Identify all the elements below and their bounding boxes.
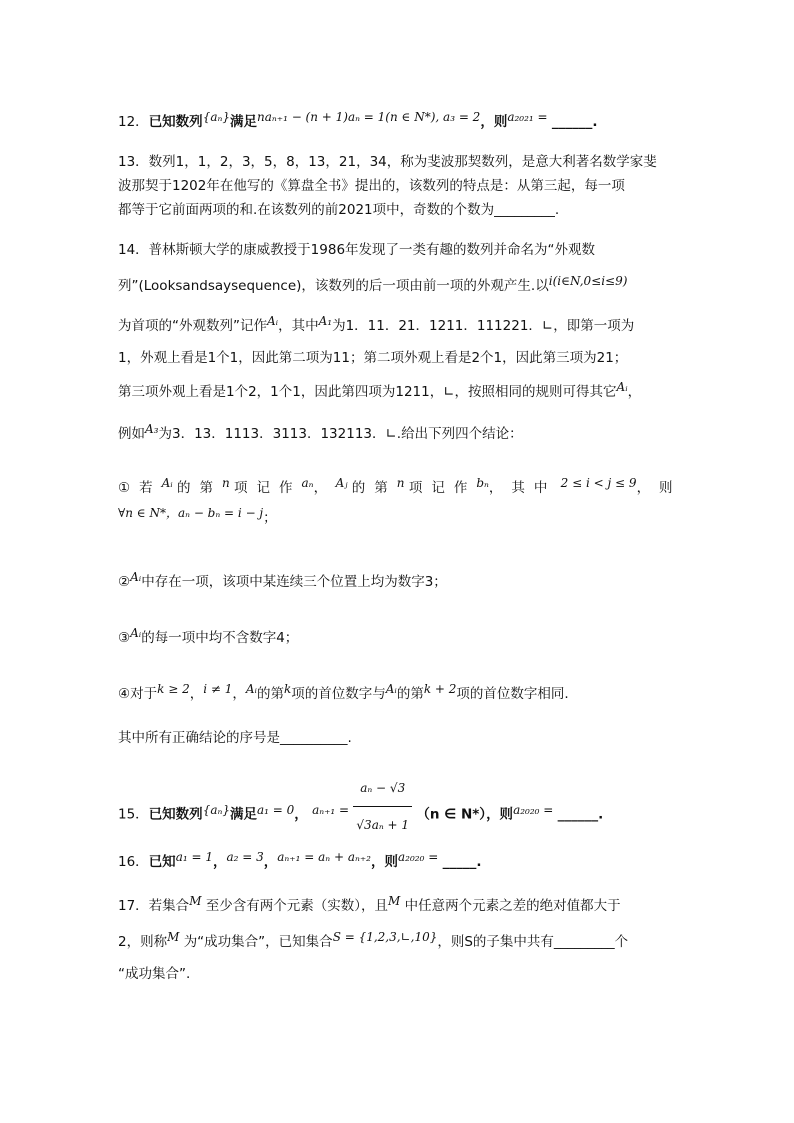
c4-label: ④对于 (118, 686, 158, 702)
c1-n-2: n (396, 476, 405, 490)
q14-ai-symbol-2: Aᵢ (616, 380, 628, 394)
q16-sep: ， (212, 854, 227, 870)
question-15 (118, 778, 688, 851)
q15-text-2: 满足 (229, 806, 257, 823)
q14-line-3 (118, 316, 688, 336)
q16-sep-2: ， (263, 854, 278, 870)
c1-range: 2 ≤ i < j ≤ 9 (560, 476, 637, 490)
c4-k-plus-2: k + 2 (423, 682, 457, 696)
q15-text: 已知数列 (148, 806, 203, 823)
c2-ai: Aᵢ (130, 570, 142, 584)
q16-target: a₂₀₂₀ = (398, 850, 439, 864)
c1-text-a: ①若 (118, 480, 162, 496)
c4-text-e: 项的首位数字与 (291, 686, 386, 702)
q12-condition: naₙ₊₁ − (n + 1)aₙ = 1(n ∈ N*), a₃ = 2 (256, 110, 481, 124)
c3-ai: Aᵢ (130, 626, 142, 640)
c1-text-e: 的第 (351, 480, 397, 496)
c1-ai: Aᵢ (161, 476, 173, 490)
q13-line-3: 都等于它前面两项的和.在该数列的前2021项中，奇数的个数为_________. (118, 202, 560, 218)
q14-line-1: 14．普林斯顿大学的康威教授于1986年发现了一类有趣的数列并命名为“外观数 (118, 242, 596, 258)
q15-target: a₂₀₂₀ = (513, 802, 554, 817)
q17-text-3: 中任意两个元素之差的绝对值都大于 (404, 898, 621, 914)
q17-line-2-text-2: 为“成功集合”，已知集合 (183, 934, 333, 950)
q14-conclusion-3 (118, 628, 688, 648)
c1-an: aₙ (301, 476, 314, 490)
q15-fraction (353, 770, 412, 843)
q15-fraction-denominator: √3aₙ + 1 (356, 818, 410, 832)
c1-formula: ∀n ∈ N*，aₙ − bₙ = i − j (118, 506, 264, 520)
q14-line-2-text: 列”(Looksandsaysequence)，该数列的后一项由前一项的外观产生.以 (118, 278, 549, 294)
q16-recurrence: aₙ₊₁ = aₙ + aₙ₊₂ (277, 850, 371, 864)
q15-blank: ______ (557, 806, 599, 823)
q15-fraction-numerator: aₙ − √3 (353, 770, 412, 807)
c1-text-c: 项记作 (234, 480, 302, 496)
c1-text-b: 的第 (177, 480, 222, 496)
q17-line-3: “成功集合”. (118, 966, 191, 982)
q14-conclusion-4 (118, 684, 688, 704)
q14-line-6-text: 例如 (118, 426, 145, 442)
q16-number: 16． (118, 854, 149, 870)
q14-line-3-text-2: ，其中 (278, 318, 319, 334)
q14-line-5-end: ， (627, 384, 642, 400)
q16-end: . (476, 854, 482, 870)
q16-blank: _____ (442, 854, 477, 870)
c4-text-d: 的第 (256, 686, 284, 702)
c3-text: 的每一项中均不含数字4； (141, 630, 299, 646)
q17-line-2-text: 2，则称 (118, 934, 168, 950)
q15-lhs: aₙ₊₁ = (312, 802, 350, 817)
q12-text-3: ，则 (480, 114, 508, 130)
c1-n: n (222, 476, 230, 490)
c1-bn: bₙ (476, 476, 489, 490)
question-12 (118, 112, 688, 132)
c4-text-g: 项的首位数字相同. (456, 686, 569, 702)
q16-a2: a₂ = 3 (226, 850, 264, 864)
q14-line-5 (118, 382, 688, 402)
c4-sep: ， (189, 686, 204, 702)
q17-line-2 (118, 932, 688, 952)
q14-conclusion-1 (118, 478, 688, 498)
q14-line-5-text: 第三项外观上看是1个2，1个1，因此第四项为1211，∟，按照相同的规则可得其它 (118, 384, 617, 400)
q14-conclusion-2 (118, 572, 688, 592)
q14-line-3-text: 为首项的“外观数列”记作 (118, 318, 267, 334)
q16-text-2: ，则 (371, 854, 398, 870)
c4-k: k ≥ 2 (157, 682, 190, 696)
question-16 (118, 852, 688, 872)
c4-i: i ≠ 1 (203, 682, 233, 696)
q14-ai-symbol: Aᵢ (267, 314, 279, 328)
c1-text-g: ，其中 (488, 480, 557, 496)
c4-k-2: k (283, 682, 292, 696)
q13-line-2: 波那契于1202年在他写的《算盘全书》提出的，该数列的特点是：从第三起，每一项 (118, 178, 625, 194)
q12-text: 已知数列 (148, 114, 203, 130)
q17-M-3: M (167, 930, 180, 944)
q15-sequence: {aₙ} (202, 802, 230, 817)
c1-end: ； (263, 510, 277, 526)
q14-line-3-text-3: 为1．11．21．1211．111221．∟，即第一项为 (332, 318, 635, 334)
q17-M: M (189, 894, 202, 908)
q17-text: 17．若集合 (118, 898, 190, 914)
q15-end: . (598, 806, 604, 823)
q12-target: a₂₀₂₁ = (507, 110, 548, 124)
q12-sequence: {aₙ} (202, 110, 230, 124)
q15-condition: （n ∈ N*） (416, 806, 487, 823)
q14-a3-symbol: A₃ (145, 422, 159, 436)
q17-line-1 (118, 896, 688, 916)
q12-blank: ______ (551, 114, 593, 130)
c4-sep-2: ， (232, 686, 246, 702)
q14-first-term-math: i(i∈N,0≤i≤9) (548, 274, 628, 288)
q14-conclusion-1-line-2 (118, 508, 688, 528)
q17-text-2: 至少含有两个元素（实数），且 (205, 898, 389, 914)
c4-ai-2: Aᵢ (385, 682, 397, 696)
c2-text: 中存在一项，该项中某连续三个位置上均为数字3； (141, 574, 447, 590)
c1-text-f: 项记作 (408, 480, 477, 496)
q14-line-6-text-2: 为3．13．1113．3113．132113．∟.给出下列四个结论： (158, 426, 523, 442)
q15-number: 15． (118, 806, 149, 823)
q12-number: 12． (118, 114, 149, 130)
c1-aj: Aⱼ (335, 476, 348, 490)
q16-text: 已知 (148, 854, 176, 870)
q12-text-2: 满足 (229, 114, 257, 130)
c1-text-d: ， (313, 480, 328, 496)
q17-line-2-text-3: ，则S的子集中共有_________个 (437, 934, 629, 950)
q13-line-1: 13．数列1，1，2，3，5，8，13，21，34，称为斐波那契数列，是意大利著名数学家斐 (118, 154, 657, 170)
c3-label: ③ (118, 630, 131, 646)
c4-ai: Aᵢ (245, 682, 257, 696)
q17-M-2: M (388, 894, 401, 908)
q17-set-S: S = {1,2,3,∟,10} (332, 930, 438, 944)
q15-sep: ， (294, 806, 308, 823)
q12-end: . (592, 114, 598, 130)
q14-a1-symbol: A₁ (318, 314, 333, 328)
c2-label: ② (118, 574, 131, 590)
c1-text-h: ，则 (636, 480, 682, 496)
c4-text-f: 的第 (396, 686, 424, 702)
q14-line-2 (118, 276, 688, 296)
q15-text-4: ，则 (486, 806, 514, 823)
q14-line-4: 1，外观上看是1个1，因此第二项为11；第二项外观上看是2个1，因此第三项为21； (118, 350, 628, 366)
q16-a1: a₁ = 1 (175, 850, 213, 864)
q14-ask: 其中所有正确结论的序号是__________. (118, 730, 352, 746)
q15-initial: a₁ = 0 (256, 802, 295, 817)
q14-line-6 (118, 424, 688, 444)
